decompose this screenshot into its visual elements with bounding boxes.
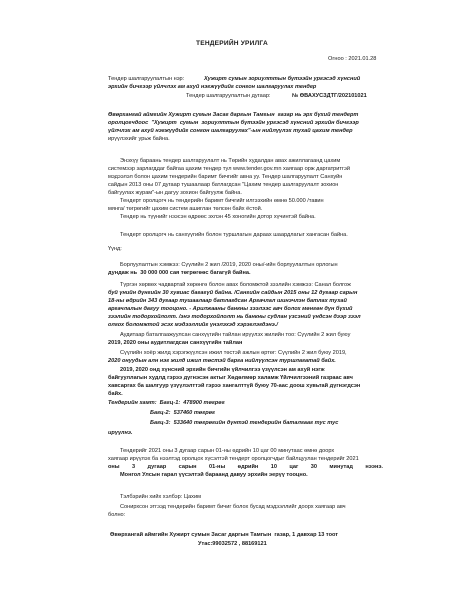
deadline-line-4: Монгол Улсын гарал үүсэлтэй бараанд давуу эрхийн эерүү тооцно. [120,472,308,478]
para2-line-5: байгуулах журам"-ын дагуу зохион байгуулж байна. [108,190,242,196]
tender-number-label: Тендер шалгаруулалтын дугаар: [186,93,271,99]
interest-line-1: Сонирхсон этгээд тендерийн баримт бичиг болох бусад мэдээллийг доорх хаягаар авч [120,504,346,510]
bond-line-4: ирүүлнэ. [108,430,133,436]
req-line-10: 2019, 2020 оны аудитлагдсан санхүүгийн тайлан [108,340,243,346]
req-line-3: Түргэн хөрвөх чадвартай хөрөнгө болон авах боломжтой зээлийн хэмжээ: Санал болгож [120,282,351,288]
para4-line-2: Үүнд: [108,246,122,252]
tender-name-label: Тендер шалгаруулалтын нэр: [108,76,185,82]
para3-line-1: Тендерт оролцогч нь тендерийн баримт бичгийг илгээхийн өмнө 50.000 /тавин [120,198,324,204]
page-title: ТЕНДЕРИЙН УРИЛГА [196,40,268,47]
req-line-16: байх. [108,391,123,397]
interest-line-2: болно: [108,512,126,518]
req-line-15: хавсаргах ба шалгуур үзүүлэлттэй гэрээ хангалттүй буюу 70-аас доош хувьтай дүгнэгдсэн [108,383,361,389]
para3-line-3: Тендер нь түүнийг нээсэн өдрөөс эхлэн 45 хоногийн дотор хүчинтэй байна. [120,214,316,220]
req-line-4: буй үнийн дүнгийн 30 хувиас багагүй байна. /Сангийн сайдын 2015 оны 12 дугаар сарын [108,290,358,296]
footer-address: Өвөрхангай аймгийн Хужирт сумын Засаг даргын Тамгын газар, 1 давхар 13 тоот [110,532,338,538]
intro-line-1: Өвөрхангай аймгийн Хужирт сумын Засаг даргын Тамгын газар нь эрх бүхий тендерт [108,112,359,118]
req-line-1: Борлуулалтын хэмжээ: Сүүлийн 2 жил /2019, 2020 оны/-ийн борлуулалтын орлогын [120,262,338,268]
req-line-7: зээлийн тодорхойлолт. /энэ тодорхойлолт нь банкны судлан үзсэний үндсэн дээр зээл [108,314,361,320]
bond-line-2: Багц-2: 537460 төгрөг [150,410,216,416]
bond-line-3: Багц-3: 533640 төгрөгийн дүнтэй тендерийн баталгааг тус тус [150,420,339,426]
para2-line-3: мэдээлэл болон цахим тендерийн баримт бичгийг авна уу. Тендер шалгаруулалт Санхуйн [108,174,343,180]
intro-line-4: ирүүлэхийг урьж байна. [108,136,170,142]
deadline-line-3: оны 3 дугаар сарын 01-ны өдрийн 10 цаг 30 минутад нээнэ. [108,464,383,470]
req-line-5: 18-ны өдрийн 343 дугаар тушаалаар батлагдсан Аргачлал шинэчлэн батлах тухай [108,298,347,304]
bond-line-1: Тендерийн хамт: Багц-1: 478900 төгрөг [108,400,225,406]
tender-number-value: № ӨВАХУСЗДТГ/202101021 [292,93,367,99]
req-line-6: аргачлалын дагуу тооцоно. - Арилжааны банкны зээлээс авч болох мөнгөн дүн бүхий [108,306,353,312]
para2-line-4: сайдын 2013 оны 07 дугаар тушаалаар батлагдсан "Цахим тендер шалгаруулалт зохион [108,182,339,188]
intro-line-2: оролцогчдоос "Хужирт сумын зориулттын бүтээйн ургэсэд хүнсний эрхийн бичгээр [108,120,359,126]
submission-form: Тэлбэрийн хийх хэлбэр: Цахим [120,494,201,500]
para4-line-1: Тендерт оролцогч нь санхүүгийн болон туршлагын дараах шаардлагыг хангасан байна. [120,232,348,238]
para2-line-1: Энэхүү бараань тендер шалгаруулалт нь Төрийн худалдан авах ажиллагаанд цахим [120,158,341,164]
tender-name-value-1: Хужирт сумын зориулттын бүтээйн ургэсэд хүнсний [204,76,361,82]
date: Огноо : 2021.01.28 [328,56,377,62]
intro-line-3: үйлчлэх ам ахуй нэгжүүдийг сонгон шалгаруулах"-ын нийлүүлэх тухай цахим тендер [108,128,353,134]
deadline-line-2: хаягаар ирүүлэх ба нээлтэд оролцох хүсэлтэй тендерт оролцогчдыг байлцуулан тендерийг 2021 [108,456,359,462]
req-line-13: 2019, 2020 онд хүнсний эрхийн бичгийн үйлчилгээ үзүүлсэн ам ахуй нэгж [120,367,325,373]
req-line-11: Сүүлийн хоёр жилд хэрэгжүүлсэн ижил төстэй ажлын өртөг: Сүүлийн 2 жил буюу 2019, [120,350,347,356]
deadline-line-1: Тендерийг 2021 оны 3 дугаар сарын 01-ны өдрийн 10 цаг 00 минутаас өмнө доорх [120,448,335,454]
para2-line-2: системээр зарлагддаг байгаа цахим тендер тул www.tender.gov.mn хаягаар орж даргатритгэй [108,166,350,172]
footer-phone: Утас:99032572 , 88169121 [198,541,267,547]
req-line-8: олгох боломжтой эсэх мэдээллийг үнэлэхэд хэрэглэгдэнэ./ [108,322,278,328]
req-line-12: 2020 онуудын алн нэг жилд ижил төстэй барга нийлүүлсэн туршлагатай байх. [108,358,336,364]
req-line-14: байгууллагын худлд гэрээ дүгнэсэн актыг Хөдөлмөр халамж Үйлчилгээний газраас авч [108,375,353,381]
tender-name-value-2: эрхийн бичгээр үйлчлэх ам ахуй нэгжүүдийг сонгон шалгаруулах тендер [108,84,317,90]
req-line-2: дундаж нь 30 000 000 сая төгрөгөөс багагүй байна. [108,270,251,276]
para3-line-2: мянга/ төгрөгийг цахим систем ашиглан төлсөн байх ёстой. [108,206,263,212]
req-line-9: Аудитаар баталгаажуулсан санхүүгийн тайлан ирүүлэх жилийн тоо: Сүүлийн 2 жил буюу [120,332,351,338]
